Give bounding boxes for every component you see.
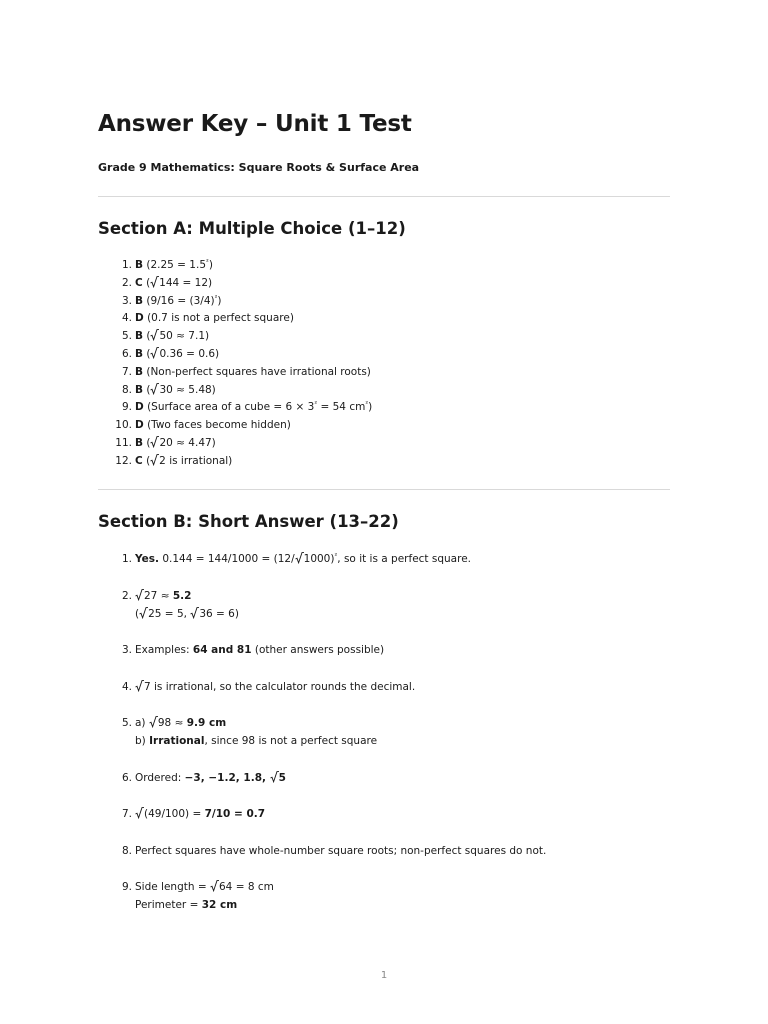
- list-item: 5. a) 98 ≈ 9.9 cm b) Irrational, since 98 is not a perfect square: [121, 717, 378, 747]
- square-root-icon: [150, 454, 158, 465]
- list-item: 9. D (Surface area of a cube = $6 \times 3^{^2} = 54$ $cm^{^2}$): [121, 400, 373, 414]
- square-root-icon: [270, 771, 278, 782]
- list-item: 3. Examples: 64 and 81 (other answers possible): [121, 644, 385, 656]
- square-root-icon: [150, 347, 158, 358]
- list-item: 11. B ( 20 ≈ 4.47): [115, 436, 216, 449]
- square-root-icon: [149, 716, 157, 727]
- square-root-icon: [150, 383, 158, 394]
- list-item: 2. 27 ≈ 5.2 ( 25 = 5, 36 = 6): [121, 589, 239, 620]
- square-root-icon: [150, 329, 158, 340]
- square-root-icon: [295, 552, 303, 563]
- section-b-heading: Section B: Short Answer (13–22): [98, 512, 399, 531]
- list-item: 7. (49/100) = 7/10 = 0.7: [121, 808, 266, 820]
- list-item: 8. Perfect squares have whole-number square roots; non-perfect squares do not.: [121, 844, 547, 857]
- list-item: 1. Yes. 0.144 = 144/1000 = (12/ 1000)$^{^2}$, so it is a perfect square.: [121, 552, 471, 565]
- page-subtitle: Grade 9 Mathematics: Square Roots & Surface Area: [98, 161, 420, 174]
- square-root-icon: [210, 880, 218, 891]
- section-a-list: [98, 257, 372, 471]
- list-item: 2. C ( 144 = 12): [121, 276, 213, 289]
- list-item: 5. B ( 50 ≈ 7.1): [121, 330, 210, 343]
- divider: [98, 489, 670, 490]
- list-item: 6. Ordered: −3, −1.2, 1.8, 5: [121, 771, 286, 784]
- page-number: 1: [380, 970, 388, 981]
- list-item: 4. D (0.7 is not a perfect square): [121, 312, 294, 325]
- list-item: 3. B $(9/16 = (3/4)^{^2})$: [121, 293, 222, 307]
- list-item: 12. C ( 2 is irrational): [115, 454, 233, 467]
- divider: [98, 196, 670, 197]
- square-root-icon: [150, 436, 158, 447]
- page-title: Answer Key – Unit 1 Test: [98, 111, 412, 137]
- list-item: 9. Side length = 64 = 8 cm Perimeter = 32 cm: [121, 881, 274, 911]
- list-item: 7. B (Non-perfect squares have irrational roots): [121, 365, 371, 378]
- list-item: 4. 7 is irrational, so the calculator rounds the decimal.: [121, 680, 416, 693]
- list-item: 10. D (Two faces become hidden): [115, 419, 291, 432]
- section-b-list: [98, 550, 546, 933]
- list-item: 6. B ( 0.36 = 0.6): [121, 347, 220, 360]
- square-root-icon: [139, 607, 147, 618]
- square-root-icon: [135, 807, 143, 818]
- square-root-icon: [190, 607, 198, 618]
- square-root-icon: [150, 276, 158, 287]
- list-item: 1. B $(2.25 = 1.5^{^2})$: [121, 258, 213, 271]
- square-root-icon: [135, 680, 143, 691]
- list-item: 8. B ( 30 ≈ 5.48): [121, 383, 216, 396]
- square-root-icon: [135, 589, 143, 600]
- section-a-heading: Section A: Multiple Choice (1–12): [98, 219, 406, 238]
